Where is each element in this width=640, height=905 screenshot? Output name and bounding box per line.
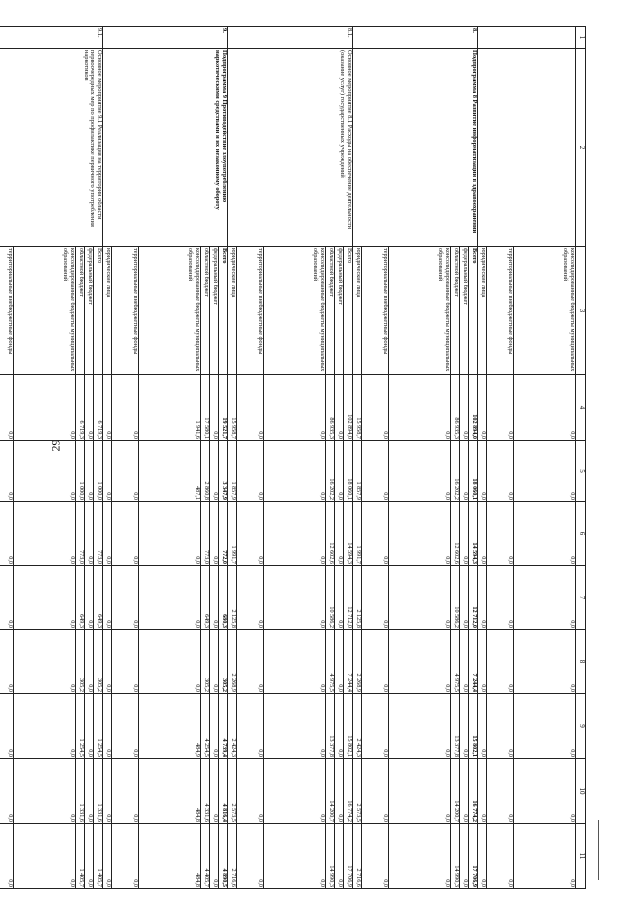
amount-cell: 1 254,5 — [76, 694, 85, 759]
amount-cell: 0,0 — [478, 441, 487, 502]
amount-cell: 0,0 — [487, 375, 514, 441]
amount-cell: 1 405,7 — [94, 824, 103, 889]
amount-cell: 17 580,1 — [201, 375, 210, 441]
table-row — [514, 27, 576, 889]
amount-cell: 1 254,5 — [94, 694, 103, 759]
amount-cell: 0,0 — [0, 502, 14, 566]
funding-source: территориальные внебюджетные фонды — [112, 247, 139, 375]
amount-cell: 0,0 — [0, 759, 14, 824]
funding-source: федеральный бюджет — [460, 247, 469, 375]
amount-cell: 0,0 — [264, 441, 326, 502]
amount-cell: 0,0 — [103, 502, 112, 566]
amount-cell: 0,0 — [335, 630, 344, 694]
amount-cell: 0,0 — [362, 441, 389, 502]
column-number: 10 — [576, 759, 586, 824]
amount-cell: 0,0 — [487, 824, 514, 889]
funding-source: областной бюджет — [451, 247, 460, 375]
column-number: 6 — [576, 502, 586, 566]
amount-cell: 0,0 — [210, 441, 219, 502]
amount-cell: 0,0 — [112, 375, 139, 441]
amount-cell: 15 958,7 — [353, 375, 362, 441]
amount-cell: 4 331,6 — [201, 759, 210, 824]
amount-cell: 773,0 — [94, 502, 103, 566]
amount-cell: 0,0 — [514, 824, 576, 889]
amount-cell: 0,0 — [264, 566, 326, 630]
amount-cell: 1 991,7 — [228, 502, 237, 566]
amount-cell: 0,0 — [85, 694, 94, 759]
amount-cell: 16 774,2 — [469, 759, 478, 824]
funding-source: федеральный бюджет — [85, 247, 94, 375]
amount-cell: 0,0 — [335, 502, 344, 566]
amount-cell: 0,0 — [112, 630, 139, 694]
amount-cell: 305,2 — [76, 630, 85, 694]
amount-cell: 0,0 — [112, 441, 139, 502]
amount-cell: 2 125,8 — [228, 566, 237, 630]
amount-cell: 1 000,0 — [94, 441, 103, 502]
amount-cell: 2 268,9 — [353, 630, 362, 694]
amount-cell: 4 739,4 — [219, 694, 228, 759]
amount-cell: 0,0 — [210, 694, 219, 759]
amount-cell: 0,0 — [514, 502, 576, 566]
funding-source: консолидированные бюджеты муниципальных образований — [389, 247, 451, 375]
amount-cell: 2 716,6 — [353, 824, 362, 889]
row-code: 8. — [353, 27, 478, 49]
amount-cell: 0,0 — [14, 441, 76, 502]
funding-source: Всего — [94, 247, 103, 375]
amount-cell: 0,0 — [362, 375, 389, 441]
funding-source: Всего — [344, 247, 353, 375]
amount-cell: 0,0 — [335, 375, 344, 441]
amount-cell: 0,0 — [362, 566, 389, 630]
amount-cell: 2 860,8 — [201, 441, 210, 502]
amount-cell: 0,0 — [460, 694, 469, 759]
amount-cell: 0,0 — [460, 824, 469, 889]
amount-cell: 773,0 — [76, 502, 85, 566]
amount-cell: 0,0 — [210, 502, 219, 566]
funding-source: областной бюджет — [76, 247, 85, 375]
amount-cell: 0,0 — [112, 694, 139, 759]
amount-cell: 14 990,3 — [451, 824, 460, 889]
amount-cell: 0,0 — [514, 630, 576, 694]
row-code — [478, 27, 576, 49]
funding-source: консолидированные бюджеты муниципальных образований — [264, 247, 326, 375]
funding-source: территориальные внебюджетные фонды — [0, 247, 14, 375]
amount-cell: 0,0 — [237, 502, 264, 566]
amount-cell: 0,0 — [460, 759, 469, 824]
amount-cell: 4 405,7 — [201, 824, 210, 889]
amount-cell: 7 244,4 — [469, 630, 478, 694]
amount-cell: 0,0 — [335, 566, 344, 630]
amount-cell: 0,0 — [460, 441, 469, 502]
amount-cell: 0,0 — [210, 824, 219, 889]
amount-cell: 12 712,0 — [344, 566, 353, 630]
amount-cell: 0,0 — [478, 502, 487, 566]
funding-source: юридические лица — [478, 247, 487, 375]
amount-cell: 305,2 — [94, 630, 103, 694]
funding-source: федеральный бюджет — [335, 247, 344, 375]
amount-cell: 0,0 — [460, 375, 469, 441]
amount-cell: 0,0 — [389, 759, 451, 824]
amount-cell: 0,0 — [103, 375, 112, 441]
amount-cell: 0,0 — [0, 824, 14, 889]
amount-cell: 487,1 — [139, 441, 201, 502]
column-number: 1 — [576, 27, 586, 49]
amount-cell: 0,0 — [14, 502, 76, 566]
column-number: 4 — [576, 375, 586, 441]
amount-cell: 649,3 — [94, 566, 103, 630]
amount-cell: 0,0 — [487, 694, 514, 759]
amount-cell: 0,0 — [210, 759, 219, 824]
amount-cell: 0,0 — [362, 694, 389, 759]
amount-cell: 102 894,0 — [469, 375, 478, 441]
amount-cell: 0,0 — [0, 566, 14, 630]
amount-cell: 0,0 — [0, 630, 14, 694]
amount-cell: 0,0 — [85, 566, 94, 630]
amount-cell: 0,0 — [0, 441, 14, 502]
amount-cell: 0,0 — [514, 759, 576, 824]
column-number: 3 — [576, 247, 586, 375]
amount-cell: 2 716,6 — [228, 824, 237, 889]
amount-cell: 0,0 — [460, 566, 469, 630]
amount-cell: 0,0 — [264, 375, 326, 441]
amount-cell: 18 060,1 — [469, 441, 478, 502]
amount-cell: 484,8 — [139, 759, 201, 824]
amount-cell: 16 202,2 — [326, 441, 335, 502]
amount-cell: 19 521,7 — [219, 375, 228, 441]
amount-cell: 0,0 — [460, 630, 469, 694]
amount-cell: 1 331,6 — [76, 759, 85, 824]
amount-cell: 0,0 — [237, 375, 264, 441]
page-number: 29 — [48, 439, 63, 452]
amount-cell: 2 424,3 — [228, 694, 237, 759]
funding-source: федеральный бюджет — [210, 247, 219, 375]
column-number: 9 — [576, 694, 586, 759]
amount-cell: 0,0 — [478, 759, 487, 824]
funding-source: территориальные внебюджетные фонды — [487, 247, 514, 375]
amount-cell: 1 857,9 — [353, 441, 362, 502]
amount-cell: 0,0 — [237, 630, 264, 694]
amount-cell: 0,0 — [389, 824, 451, 889]
amount-cell: 13 377,8 — [326, 694, 335, 759]
amount-cell: 18 060,1 — [344, 441, 353, 502]
amount-cell: 1 991,7 — [353, 502, 362, 566]
amount-cell: 7 244,4 — [344, 630, 353, 694]
amount-cell: 0,0 — [362, 630, 389, 694]
amount-cell: 1 941,6 — [139, 375, 201, 441]
amount-cell: 0,0 — [103, 759, 112, 824]
amount-cell: 0,0 — [85, 441, 94, 502]
amount-cell: 0,0 — [85, 375, 94, 441]
column-number: 8 — [576, 630, 586, 694]
amount-cell: 0,0 — [487, 441, 514, 502]
funding-source: юридические лица — [228, 247, 237, 375]
amount-cell: 0,0 — [264, 824, 326, 889]
amount-cell: 0,0 — [112, 824, 139, 889]
amount-cell: 649,3 — [201, 566, 210, 630]
amount-cell: 305,2 — [219, 630, 228, 694]
amount-cell: 0,0 — [335, 824, 344, 889]
column-number: 5 — [576, 441, 586, 502]
amount-cell: 0,0 — [264, 759, 326, 824]
amount-cell: 0,0 — [85, 630, 94, 694]
amount-cell: 0,0 — [237, 566, 264, 630]
amount-cell: 15 958,7 — [228, 375, 237, 441]
funding-source: Всего — [219, 247, 228, 375]
amount-cell: 0,0 — [362, 824, 389, 889]
amount-cell: 0,0 — [14, 630, 76, 694]
amount-cell: 0,0 — [103, 441, 112, 502]
funding-source: Всего — [469, 247, 478, 375]
amount-cell: 6 719,3 — [94, 375, 103, 441]
amount-cell: 0,0 — [103, 630, 112, 694]
amount-cell: 0,0 — [514, 441, 576, 502]
amount-cell: 0,0 — [478, 375, 487, 441]
amount-cell: 15 802,1 — [344, 694, 353, 759]
column-number: 2 — [576, 49, 586, 247]
amount-cell: 0,0 — [362, 759, 389, 824]
funding-source: консолидированные бюджеты муниципальных образований — [514, 247, 576, 375]
amount-cell: 14 990,3 — [326, 824, 335, 889]
amount-cell: 0,0 — [112, 759, 139, 824]
funding-source: консолидированные бюджеты муниципальных образований — [14, 247, 76, 375]
amount-cell: 0,0 — [103, 694, 112, 759]
amount-cell: 773,0 — [201, 502, 210, 566]
amount-cell: 16 774,2 — [344, 759, 353, 824]
row-code: 8.1. — [228, 27, 353, 49]
amount-cell: 4 975,5 — [451, 630, 460, 694]
amount-cell: 0,0 — [14, 566, 76, 630]
amount-cell: 17 706,9 — [469, 824, 478, 889]
funding-source: территориальные внебюджетные фонды — [362, 247, 389, 375]
amount-cell: 0,0 — [389, 375, 451, 441]
budget-table — [0, 26, 586, 889]
amount-cell: 0,0 — [14, 824, 76, 889]
amount-cell: 0,0 — [210, 630, 219, 694]
amount-cell: 0,0 — [210, 375, 219, 441]
amount-cell: 0,0 — [0, 375, 14, 441]
amount-cell: 86 935,3 — [326, 375, 335, 441]
amount-cell: 680,3 — [219, 566, 228, 630]
amount-cell: 4 975,5 — [326, 630, 335, 694]
amount-cell: 772,0 — [219, 502, 228, 566]
amount-cell: 0,0 — [139, 502, 201, 566]
column-number: 11 — [576, 824, 586, 889]
table-row — [344, 27, 353, 889]
row-code: 9. — [103, 27, 228, 49]
amount-cell: 0,0 — [389, 566, 451, 630]
funding-source: областной бюджет — [326, 247, 335, 375]
amount-cell: 649,3 — [76, 566, 85, 630]
table-row — [94, 27, 103, 889]
amount-cell: 0,0 — [139, 566, 201, 630]
amount-cell: 14 200,7 — [451, 759, 460, 824]
amount-cell: 0,0 — [487, 630, 514, 694]
amount-cell: 0,0 — [478, 824, 487, 889]
rotated-page — [7, 26, 586, 888]
amount-cell: 0,0 — [335, 694, 344, 759]
amount-cell: 4 816,4 — [219, 759, 228, 824]
column-number: 7 — [576, 566, 586, 630]
amount-cell: 0,0 — [264, 630, 326, 694]
amount-cell: 3 347,9 — [219, 441, 228, 502]
amount-cell: 0,0 — [478, 630, 487, 694]
column-numbers-row — [576, 27, 586, 889]
amount-cell: 4 890,5 — [219, 824, 228, 889]
amount-cell: 0,0 — [514, 566, 576, 630]
amount-cell: 0,0 — [514, 375, 576, 441]
amount-cell: 0,0 — [210, 566, 219, 630]
amount-cell: 13 377,8 — [451, 694, 460, 759]
margin-line — [598, 820, 621, 880]
amount-cell: 0,0 — [112, 566, 139, 630]
row-title: Основное мероприятие 9.1 Реализация на территории области первоочередных мер по профилактике первичного употребления наркотиков — [0, 49, 103, 247]
amount-cell: 0,0 — [237, 441, 264, 502]
table-row — [219, 27, 228, 889]
funding-source: юридические лица — [103, 247, 112, 375]
amount-cell: 2 573,5 — [353, 759, 362, 824]
amount-cell: 12 712,0 — [469, 566, 478, 630]
amount-cell: 0,0 — [237, 759, 264, 824]
amount-cell: 1 405,7 — [76, 824, 85, 889]
amount-cell: 0,0 — [0, 694, 14, 759]
amount-cell: 12 602,6 — [451, 502, 460, 566]
table-body — [0, 27, 586, 889]
amount-cell: 0,0 — [264, 502, 326, 566]
amount-cell: 10 586,2 — [451, 566, 460, 630]
amount-cell: 0,0 — [460, 502, 469, 566]
amount-cell: 0,0 — [85, 824, 94, 889]
amount-cell: 2 424,3 — [353, 694, 362, 759]
amount-cell: 0,0 — [514, 694, 576, 759]
amount-cell: 0,0 — [487, 759, 514, 824]
amount-cell: 12 602,6 — [326, 502, 335, 566]
amount-cell: 0,0 — [335, 441, 344, 502]
amount-cell: 0,0 — [112, 502, 139, 566]
amount-cell: 484,8 — [139, 824, 201, 889]
funding-source: территориальные внебюджетные фонды — [237, 247, 264, 375]
amount-cell: 0,0 — [85, 502, 94, 566]
row-title: Подпрограмма 9 Противодействие злоупотреблению наркотическими средствами и их незаконному обороту — [103, 49, 228, 247]
amount-cell: 102 894,0 — [344, 375, 353, 441]
amount-cell: 0,0 — [335, 759, 344, 824]
amount-cell: 0,0 — [237, 694, 264, 759]
row-title — [478, 49, 576, 247]
amount-cell: 0,0 — [478, 566, 487, 630]
amount-cell: 14 594,3 — [469, 502, 478, 566]
amount-cell: 0,0 — [14, 375, 76, 441]
amount-cell: 2 125,8 — [353, 566, 362, 630]
amount-cell: 86 935,3 — [451, 375, 460, 441]
amount-cell: 0,0 — [389, 441, 451, 502]
amount-cell: 2 268,9 — [228, 630, 237, 694]
amount-cell: 0,0 — [389, 630, 451, 694]
amount-cell: 1 331,6 — [94, 759, 103, 824]
row-title: Основное мероприятие 8.1 Расходы на обеспечение деятельности (оказание услуг) государственных учреждений — [228, 49, 353, 247]
amount-cell: 10 586,2 — [326, 566, 335, 630]
amount-cell: 0,0 — [389, 502, 451, 566]
amount-cell: 0,0 — [103, 824, 112, 889]
amount-cell: 0,0 — [487, 566, 514, 630]
amount-cell: 4 254,5 — [201, 694, 210, 759]
amount-cell: 305,2 — [201, 630, 210, 694]
amount-cell: 17 706,9 — [344, 824, 353, 889]
amount-cell: 1 857,9 — [228, 441, 237, 502]
row-title: Подпрограмма 8 Развитие информатизации в здравоохранении — [353, 49, 478, 247]
amount-cell: 0,0 — [139, 630, 201, 694]
funding-source: юридические лица — [353, 247, 362, 375]
amount-cell: 0,0 — [103, 566, 112, 630]
amount-cell: 2 573,5 — [228, 759, 237, 824]
amount-cell: 0,0 — [389, 694, 451, 759]
amount-cell: 0,0 — [478, 694, 487, 759]
amount-cell: 0,0 — [14, 759, 76, 824]
amount-cell: 0,0 — [362, 502, 389, 566]
row-code: 9.1. — [0, 27, 103, 49]
amount-cell: 484,9 — [139, 694, 201, 759]
amount-cell: 0,0 — [264, 694, 326, 759]
amount-cell: 14 200,7 — [326, 759, 335, 824]
amount-cell: 16 202,2 — [451, 441, 460, 502]
amount-cell: 0,0 — [237, 824, 264, 889]
funding-source: областной бюджет — [201, 247, 210, 375]
funding-source: консолидированные бюджеты муниципальных образований — [139, 247, 201, 375]
amount-cell: 14 594,3 — [344, 502, 353, 566]
amount-cell: 15 802,1 — [469, 694, 478, 759]
amount-cell: 0,0 — [85, 759, 94, 824]
amount-cell: 6 719,3 — [76, 375, 85, 441]
table-row — [469, 27, 478, 889]
amount-cell: 0,0 — [487, 502, 514, 566]
amount-cell: 0,0 — [14, 694, 76, 759]
amount-cell: 1 000,0 — [76, 441, 85, 502]
